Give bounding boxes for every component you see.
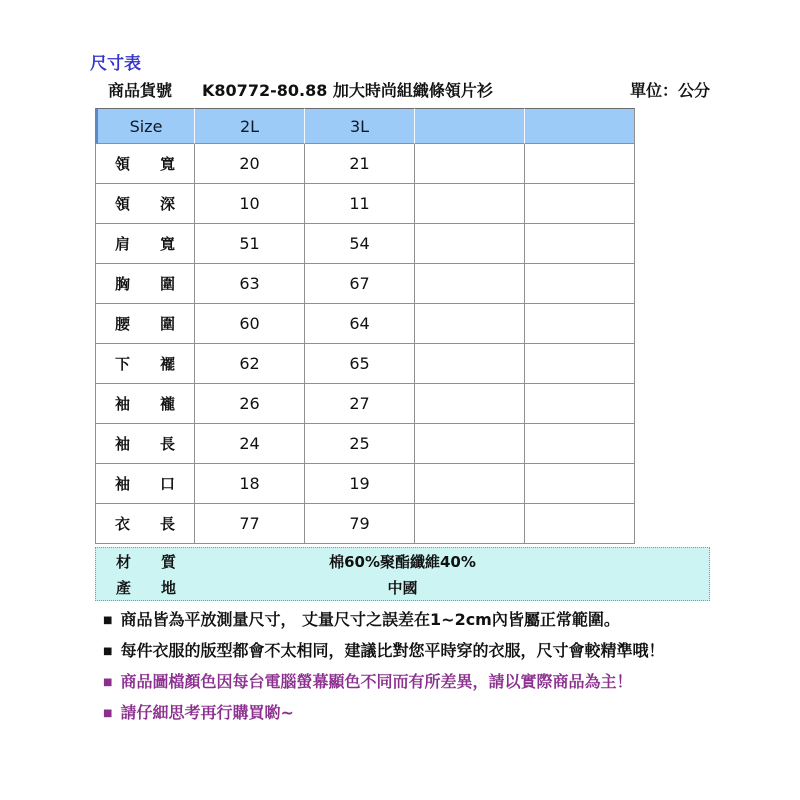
note-text: 商品圖檔顏色因每台電腦螢幕顯色不同而有所差異，請以實際商品為主！ xyxy=(120,672,633,691)
size-table-body xyxy=(95,144,635,544)
bullet-square-icon: ■ xyxy=(103,677,113,688)
measure-value-cell xyxy=(525,304,635,344)
product-code-label: 商品貨號 xyxy=(108,81,173,100)
notes-list xyxy=(103,606,763,730)
measure-value-cell xyxy=(525,224,635,264)
size-table-row xyxy=(95,344,635,384)
measure-label-cell xyxy=(95,224,195,264)
measure-label-cell xyxy=(95,144,195,184)
measure-value-cell: 79 xyxy=(305,504,415,544)
size-table-row xyxy=(95,464,635,504)
size-table-header-cell xyxy=(415,108,525,144)
measure-label-cell xyxy=(95,344,195,384)
measure-value-cell xyxy=(415,144,525,184)
measure-value-cell xyxy=(525,384,635,424)
info-value: 棉60%聚酯纖維40% xyxy=(329,552,476,571)
measure-value-cell xyxy=(415,224,525,264)
measure-label: 腰 圍 xyxy=(115,315,175,333)
measure-label: 袖 口 xyxy=(115,475,175,493)
measure-label-cell xyxy=(95,384,195,424)
product-header-row xyxy=(95,78,710,101)
measure-value-cell: 20 xyxy=(195,144,305,184)
bullet-square-icon: ■ xyxy=(103,615,113,626)
measure-label: 衣 長 xyxy=(115,515,175,533)
measure-label: 領 寬 xyxy=(115,155,175,173)
measure-value-cell xyxy=(525,504,635,544)
note-text: 請仔細思考再行購買喲~ xyxy=(120,703,294,722)
measure-label-cell xyxy=(95,464,195,504)
measure-value-cell: 24 xyxy=(195,424,305,464)
measure-value-cell: 64 xyxy=(305,304,415,344)
size-table-header-cell: Size xyxy=(95,108,195,144)
size-table-header-cell: 3L xyxy=(305,108,415,144)
measure-value-cell: 51 xyxy=(195,224,305,264)
measure-label-cell xyxy=(95,184,195,224)
size-table-row xyxy=(95,384,635,424)
measure-label-cell xyxy=(95,424,195,464)
measure-value-cell xyxy=(525,184,635,224)
note-item xyxy=(103,699,763,730)
measure-value-cell xyxy=(525,144,635,184)
measure-value-cell: 60 xyxy=(195,304,305,344)
measure-value-cell: 54 xyxy=(305,224,415,264)
measure-label-cell xyxy=(95,504,195,544)
measure-value-cell: 77 xyxy=(195,504,305,544)
info-label: 產 地 xyxy=(116,578,176,597)
info-row xyxy=(96,548,709,574)
measure-value-cell xyxy=(415,184,525,224)
measure-value-cell: 25 xyxy=(305,424,415,464)
measure-value-cell xyxy=(415,464,525,504)
measure-label: 袖 長 xyxy=(115,435,175,453)
note-text: 商品皆為平放測量尺寸， 丈量尺寸之誤差在1~2cm內皆屬正常範圍。 xyxy=(120,610,620,629)
measure-value-cell: 63 xyxy=(195,264,305,304)
measure-label: 下 襬 xyxy=(115,355,175,373)
measure-value-cell xyxy=(415,384,525,424)
note-item xyxy=(103,637,763,668)
note-item xyxy=(103,668,763,699)
bullet-square-icon: ■ xyxy=(103,708,113,719)
size-table-row xyxy=(95,144,635,184)
measure-value-cell xyxy=(415,264,525,304)
measure-value-cell: 26 xyxy=(195,384,305,424)
measure-value-cell: 11 xyxy=(305,184,415,224)
note-text: 每件衣服的版型都會不太相同，建議比對您平時穿的衣服，尺寸會較精準哦！ xyxy=(120,641,665,660)
size-table-row xyxy=(95,224,635,264)
info-label: 材 質 xyxy=(116,552,176,571)
note-item xyxy=(103,606,763,637)
measure-value-cell: 19 xyxy=(305,464,415,504)
measure-value-cell: 67 xyxy=(305,264,415,304)
size-table xyxy=(95,108,635,544)
size-table-row xyxy=(95,184,635,224)
unit-label: 單位：公分 xyxy=(629,81,710,100)
size-table-row xyxy=(95,504,635,544)
info-value: 中國 xyxy=(387,578,418,597)
measure-value-cell xyxy=(525,424,635,464)
measure-label: 領 深 xyxy=(115,195,175,213)
measure-value-cell: 10 xyxy=(195,184,305,224)
measure-value-cell xyxy=(415,424,525,464)
measure-label: 肩 寬 xyxy=(115,235,175,253)
measure-value-cell xyxy=(525,464,635,504)
measure-label: 胸 圍 xyxy=(115,275,175,293)
product-info-block xyxy=(95,547,710,601)
measure-value-cell xyxy=(415,304,525,344)
measure-value-cell: 18 xyxy=(195,464,305,504)
measure-label-cell xyxy=(95,264,195,304)
measure-value-cell xyxy=(415,504,525,544)
size-table-header-row xyxy=(95,108,635,144)
info-row xyxy=(96,574,709,600)
measure-value-cell: 27 xyxy=(305,384,415,424)
measure-value-cell xyxy=(415,344,525,384)
size-table-head xyxy=(95,108,635,144)
measure-value-cell xyxy=(525,344,635,384)
info-label-wrap xyxy=(96,577,196,598)
info-label-wrap xyxy=(96,551,196,572)
product-name: K80772-80.88 加大時尚組織條領片衫 xyxy=(202,81,493,100)
size-table-header-cell: 2L xyxy=(195,108,305,144)
page-title: 尺寸表 xyxy=(90,54,141,74)
size-table-row xyxy=(95,304,635,344)
size-table-header-cell xyxy=(525,108,635,144)
measure-label: 袖 襱 xyxy=(115,395,175,413)
bullet-square-icon: ■ xyxy=(103,646,113,657)
measure-value-cell: 21 xyxy=(305,144,415,184)
size-table-row xyxy=(95,264,635,304)
measure-value-cell: 62 xyxy=(195,344,305,384)
measure-value-cell xyxy=(525,264,635,304)
measure-value-cell: 65 xyxy=(305,344,415,384)
measure-label-cell xyxy=(95,304,195,344)
size-table-row xyxy=(95,424,635,464)
